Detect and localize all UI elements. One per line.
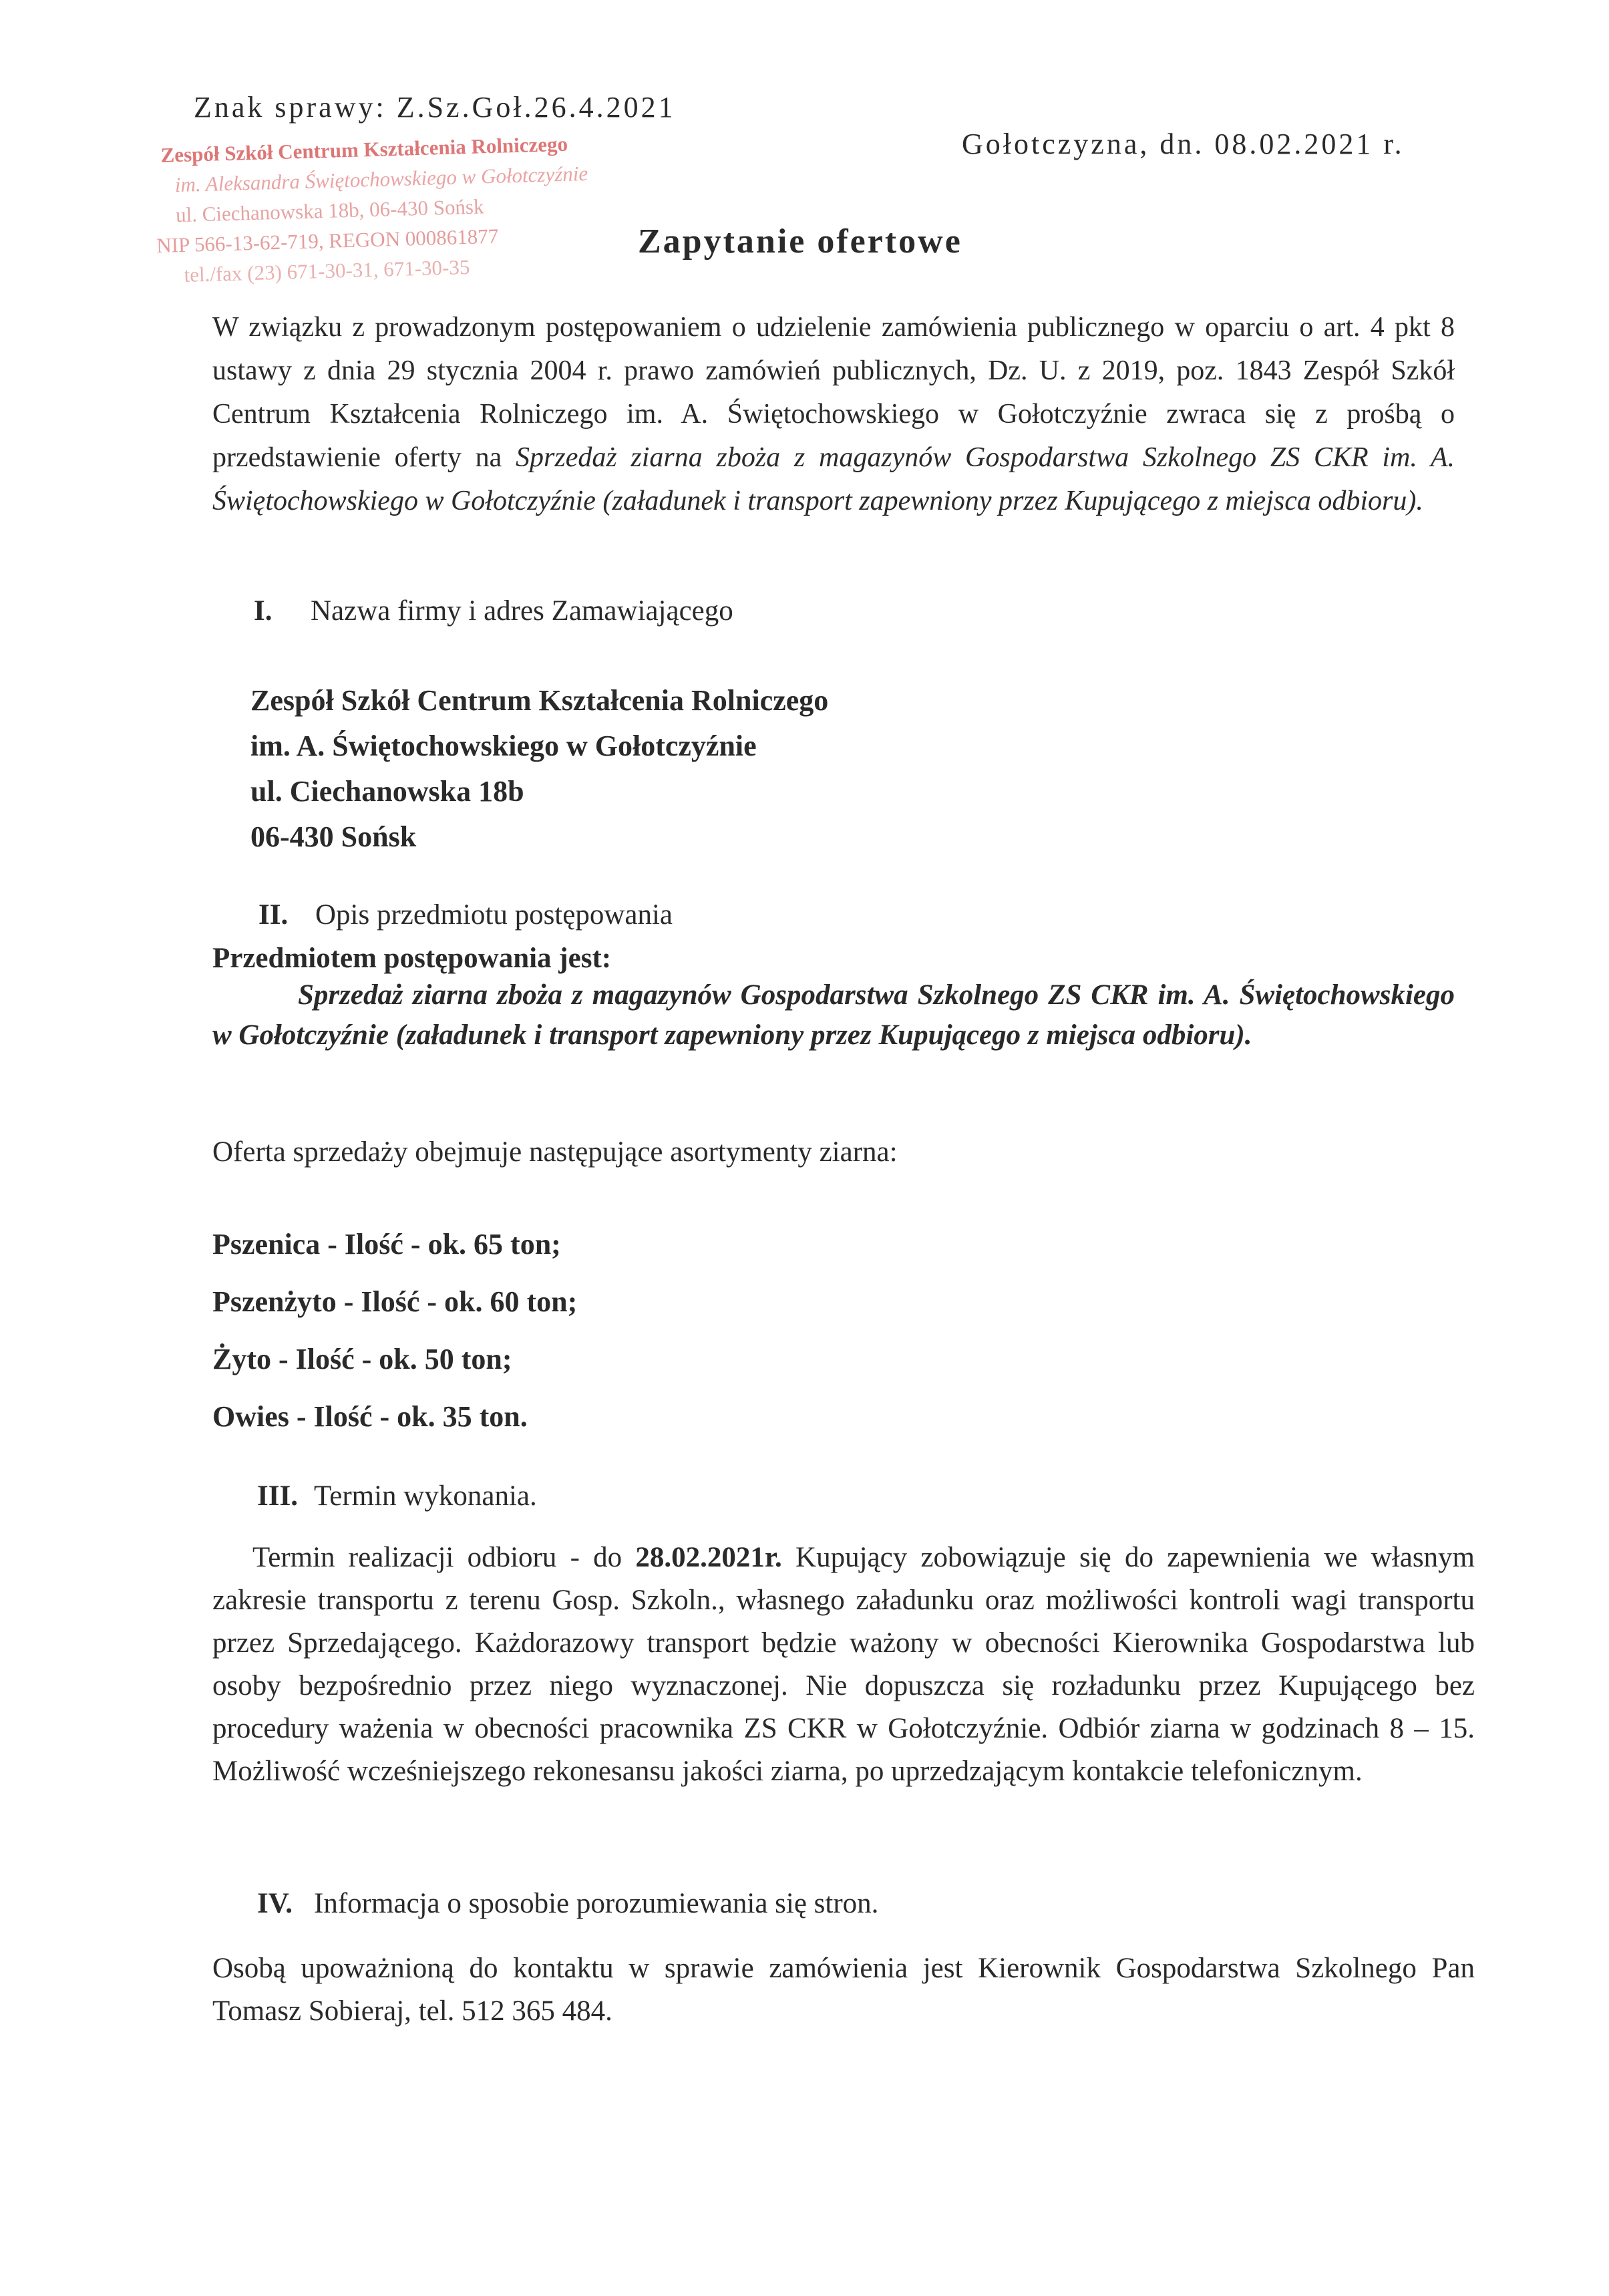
section-4-number: IV. (257, 1888, 293, 1919)
term-date: 28.02.2021r. (635, 1542, 782, 1573)
grain-item-triticale: Pszenżyto - Ilość - ok. 60 ton; (212, 1285, 578, 1318)
offer-intro: Oferta sprzedaży obejmuje następujące asortymenty ziarna: (212, 1136, 898, 1168)
section-2-number: II. (258, 899, 289, 931)
grain-item-wheat: Pszenica - Ilość - ok. 65 ton; (212, 1228, 561, 1261)
section-2-heading (258, 898, 673, 931)
section-1-number: I. (254, 595, 273, 627)
term-paragraph (212, 1536, 1475, 1793)
address-line: 06-430 Sońsk (250, 820, 417, 853)
section-4-heading (257, 1887, 878, 1920)
section-3-heading (257, 1480, 537, 1512)
place-and-date: Gołotczyzna, dn. 08.02.2021 r. (962, 128, 1405, 160)
grain-list (212, 1216, 577, 1446)
term-lead: Termin realizacji odbioru - do (252, 1542, 636, 1573)
intro-subject: Sprzedaż ziarna zboża z magazynów Gospodarstwa Szkolnego ZS CKR im. A. Świętochowskiego w Gołotczyźnie (załadunek i transport zapewniony przez Kupującego z miejsca odbioru). (212, 442, 1455, 516)
stamp-line-phone: tel./fax (23) 671-30-31, 671-30-35 (184, 255, 470, 287)
intro-paragraph (212, 306, 1455, 523)
contact-paragraph: Osobą upoważnioną do kontaktu w sprawie zamówienia jest Kierownik Gospodarstwa Szkolnego Pan Tomasz Sobieraj, tel. 512 365 484. (212, 1953, 1475, 2027)
case-number: Znak sprawy: Z.Sz.Goł.26.4.2021 (194, 91, 676, 124)
section-1-title: Nazwa firmy i adres Zamawiającego (311, 595, 733, 627)
stamp-line-name: Zespół Szkół Centrum Kształcenia Rolniczego (160, 132, 568, 167)
stamp-line-address: ul. Ciechanowska 18b, 06-430 Sońsk (175, 194, 484, 227)
subject-heading: Przedmiotem postępowania jest: (212, 943, 612, 974)
section-3-number: III. (257, 1480, 298, 1512)
buyer-address (250, 678, 828, 860)
address-line: im. A. Świętochowskiego w Gołotczyźnie (250, 729, 757, 762)
section-1-heading (254, 595, 733, 627)
intro-text: W związku z prowadzonym postępowaniem o udzielenie zamówienia publicznego w oparciu o art. 4 pkt 8 ustawy z dnia 29 stycznia 2004 r. prawo zamówień publicznych, Dz. U. z 2019, poz. 1843 Zespół Szkół Centrum Kształcenia Rolniczego im. A. Świętochowskiego w Gołotczyźnie zwraca się z prośbą o przedstawienie oferty na (212, 312, 1455, 473)
section-3-title: Termin wykonania. (314, 1480, 537, 1512)
institution-stamp (107, 128, 618, 292)
stamp-line-nip: NIP 566-13-62-719, REGON 000861877 (156, 224, 499, 257)
subject-description: Sprzedaż ziarna zboża z magazynów Gospodarstwa Szkolnego ZS CKR im. A. Świętochowskiego w Gołotczyźnie (załadunek i transport zapewniony przez Kupującego z miejsca odbioru). (212, 979, 1455, 1051)
grain-item-oats: Owies - Ilość - ok. 35 ton. (212, 1400, 528, 1433)
address-line: ul. Ciechanowska 18b (250, 775, 524, 808)
address-line: Zespół Szkół Centrum Kształcenia Rolniczego (250, 684, 829, 717)
section-2-title: Opis przedmiotu postępowania (315, 899, 673, 931)
grain-item-rye: Żyto - Ilość - ok. 50 ton; (212, 1343, 512, 1375)
section-4-title: Informacja o sposobie porozumiewania się stron. (314, 1888, 879, 1919)
stamp-line-patron: im. Aleksandra Świętochowskiego w Gołotczyźnie (174, 161, 588, 197)
term-details: Kupujący zobowiązuje się do zapewnienia we własnym zakresie transportu z terenu Gosp. Szkoln., własnego załadunku oraz możliwości kontroli wagi transportu przez Sprzedającego. Każdorazowy transport będzie ważony w obecności Kierownika Gospodarstwa lub osoby bezpośrednio przez niego wyznaczonej. Nie dopuszcza się rozładunku przez Kupującego bez procedury ważenia w obecności pracownika ZS CKR w Gołotczyźnie. Odbiór ziarna w godzinach 8 – 15. Możliwość wcześniejszego rekonesansu jakości ziarna, po uprzedzającym kontakcie telefonicznym. (212, 1542, 1475, 1787)
document-title: Zapytanie ofertowe (638, 222, 962, 261)
